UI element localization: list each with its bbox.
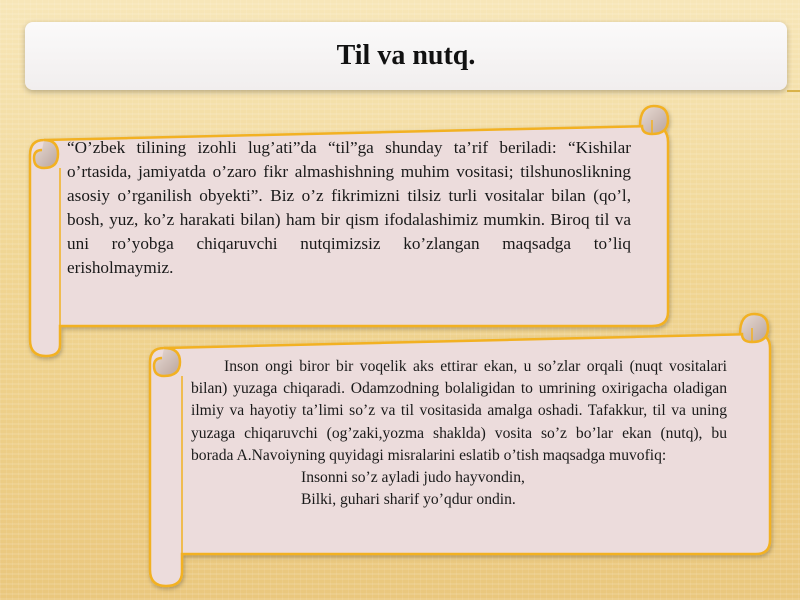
verse-line-1: Insonni so’z ayladi judo hayvondin, (301, 469, 525, 487)
verse-line-2: Bilki, guhari sharif yo’qdur ondin. (301, 491, 516, 509)
definition-text-main: “O’zbek tilining izohli lug’ati”da “til”ga shunday ta’rif beriladi: “Kishilar o’rtasida, jamiyatda o’zaro fikr almashishning muhim vositasi; tilshunoslikning asosiy o’rganilish obyekti”. Biz o’z fikrimizni tilsiz turli vositalar bilan (qo’l, bosh, yuz, ko’z harakati bilan) ham bir qism ifodalashimiz mumkin. Biroq til va uni ro’yobga chiqaruvchi nutqimizsiz ko’zlangan maqsadga to’liq (67, 138, 631, 253)
navoiy-text (191, 356, 727, 511)
scroll-2-curl-top (740, 314, 768, 342)
navoiy-paragraph: Inson ongi biror bir voqelik aks ettirar ekan, u so’zlar orqali (nuqt vositalari bilan) yuzaga chiqaradi. Odamzodning bolaligidan to umrining oxirigacha oladigan ilmiy va hayotiy ta’limi so’z va til vositasida amalga oshadi. Tafakkur, til va uning yuzaga chiqaruvchi (og’zaki,yozma shaklda) vosita so’z bo’lar ekan (nutq), bu borada A.Navoiyning quyidagi misralarini eslatib o’tish maqsadga muvofiq: (191, 358, 727, 464)
scroll-1-curl-top (640, 106, 668, 134)
definition-text-last: erisholmaymiz. (67, 258, 174, 277)
definition-text (67, 136, 631, 280)
slide-title: Til va nutq. (336, 40, 476, 71)
